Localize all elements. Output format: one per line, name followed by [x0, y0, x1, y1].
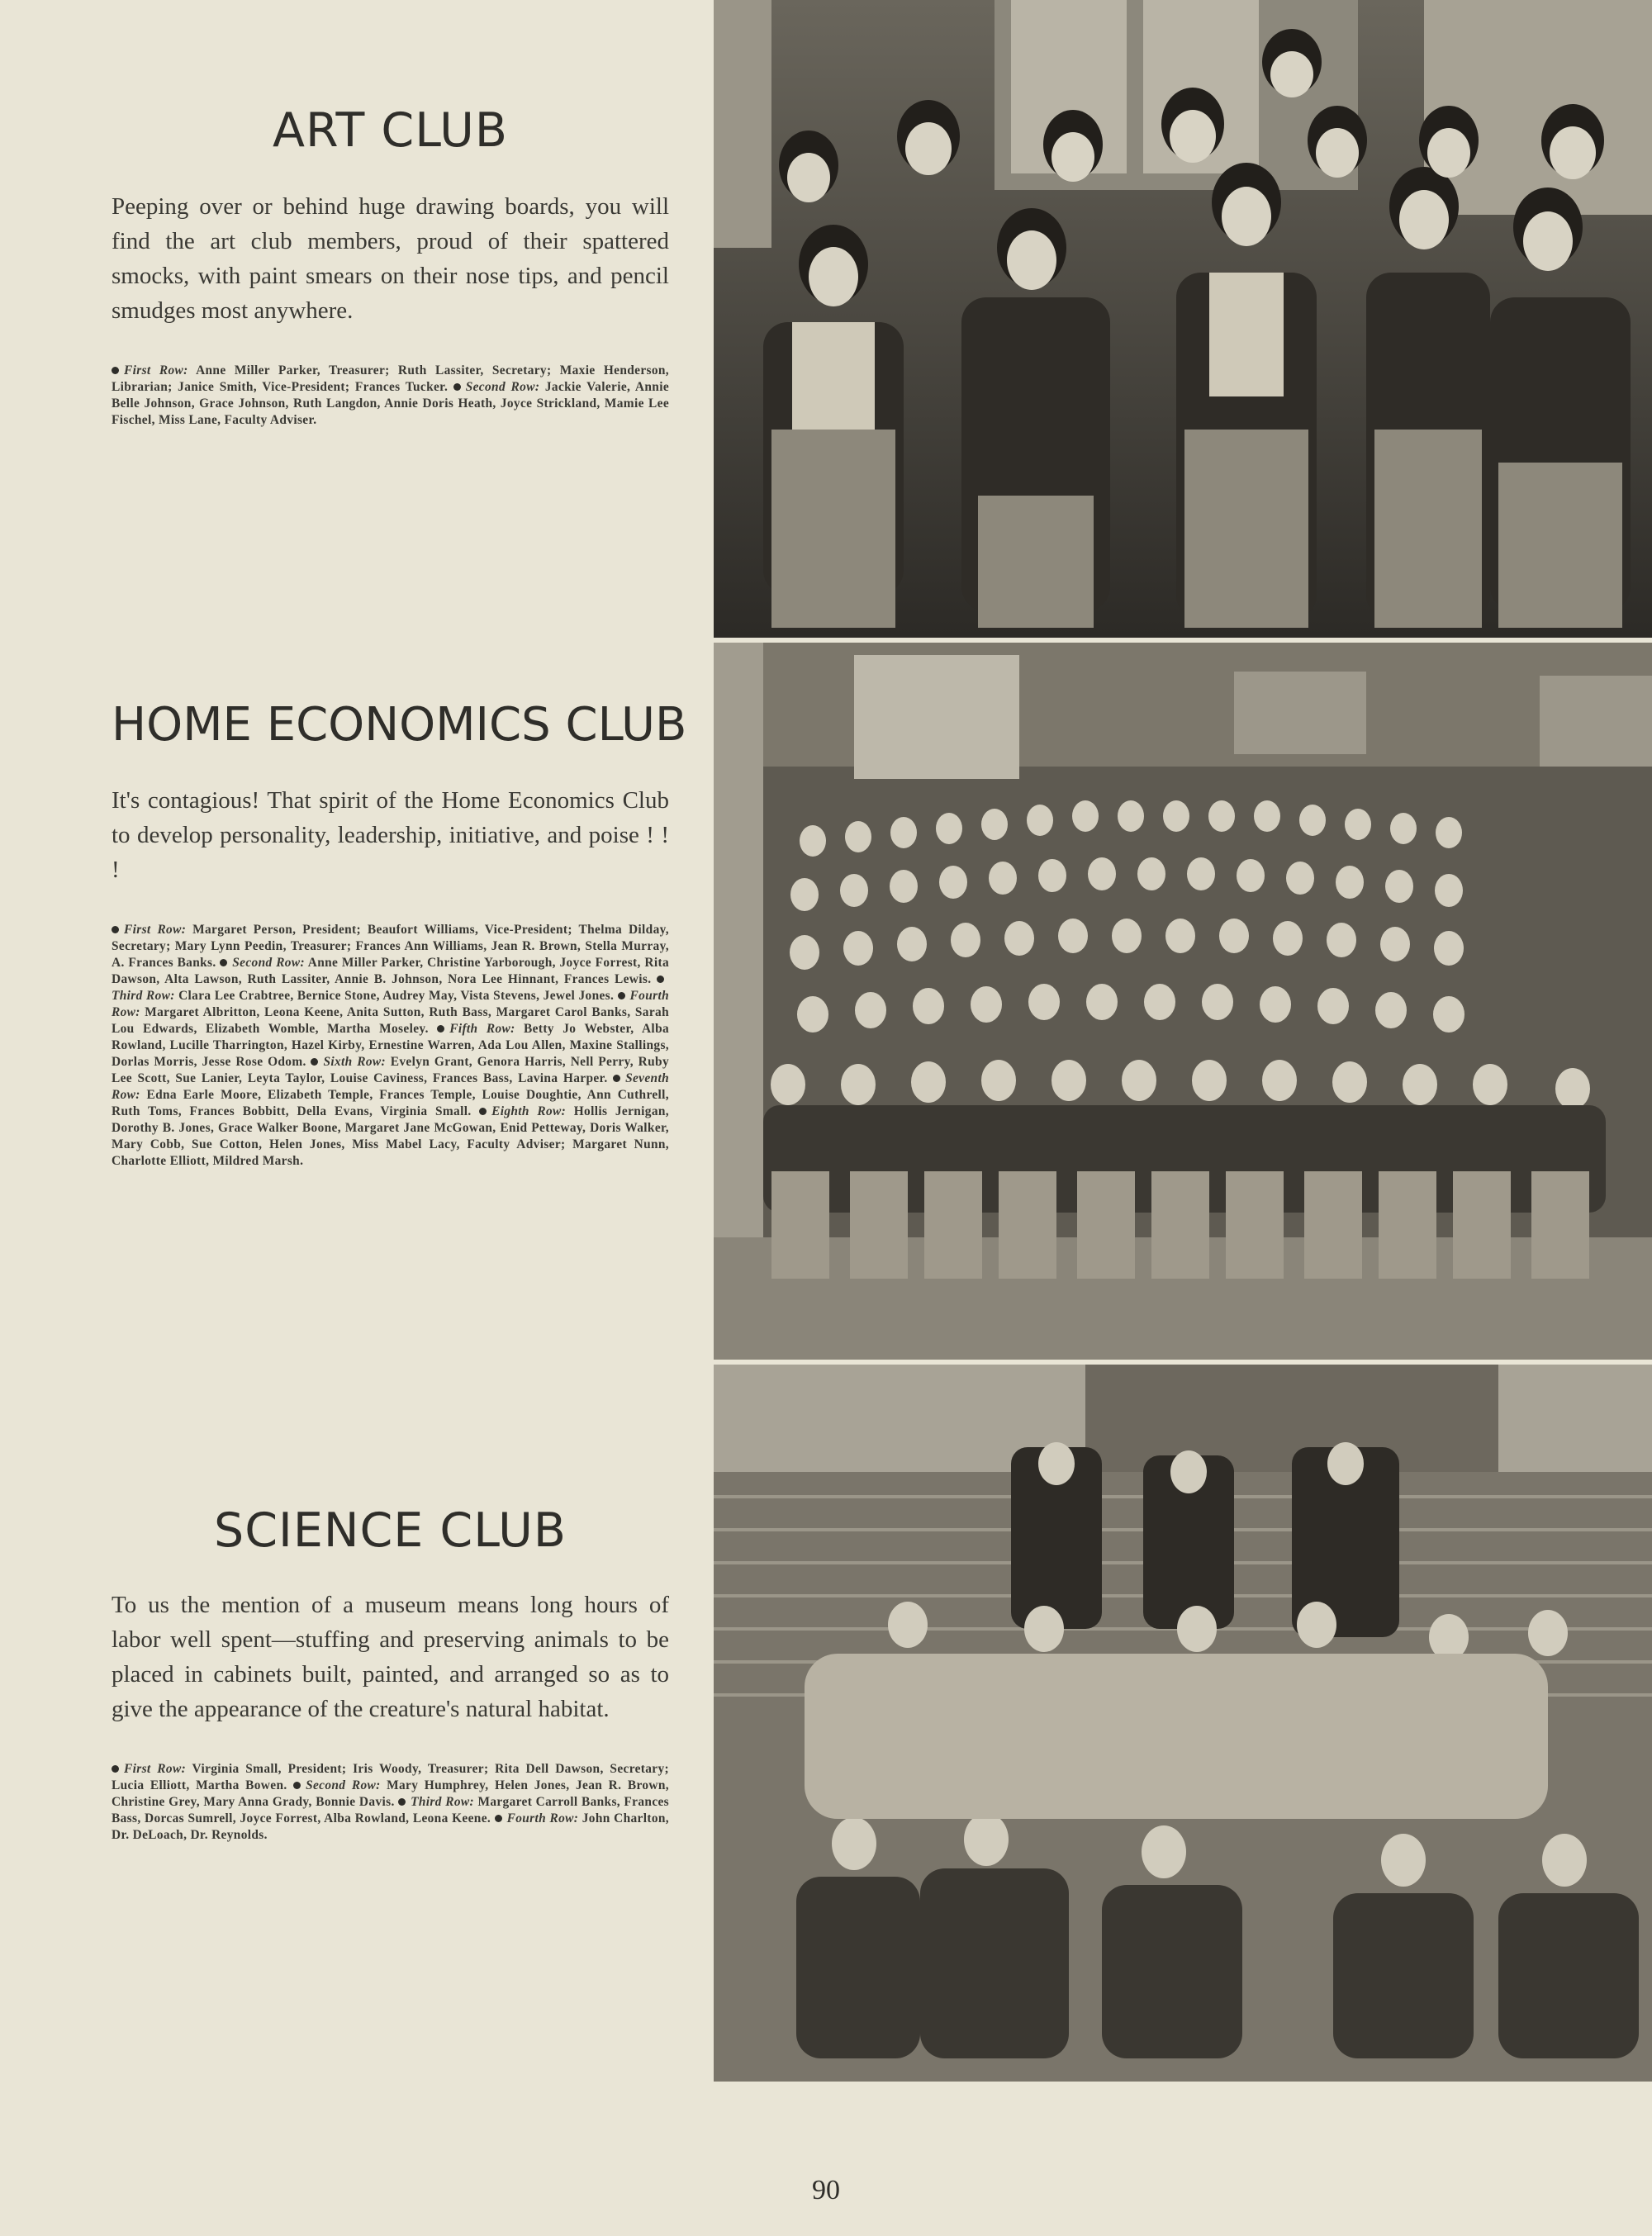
roster-row-label: Fourth Row:	[112, 989, 669, 1019]
bullet-icon	[437, 1025, 444, 1033]
art-club-roster	[112, 363, 669, 429]
roster-row-label: First Row:	[124, 923, 187, 937]
science-club-title: SCIENCE CLUB	[214, 1503, 567, 1558]
home-economics-club-title: HOME ECONOMICS CLUB	[112, 698, 687, 752]
roster-row-label: Third Row:	[112, 989, 175, 1003]
roster-names: Anne Miller Parker, Christine Yarborough, Joyce Forrest, Rita Dawson, Alta Lawson, Ruth Lassiter, Annie B. Johnson, Nora Lee Hinnant, Frances Lewis.	[112, 956, 669, 986]
art-club-title: ART CLUB	[273, 103, 508, 158]
roster-names: Margaret Carroll Banks, Frances Bass, Dorcas Sumrell, Joyce Forrest, Alba Rowland, Leona Keene.	[112, 1795, 670, 1825]
bullet-icon	[112, 926, 119, 933]
roster-row-label: Sixth Row:	[323, 1055, 387, 1069]
roster-row-label: Fifth Row:	[449, 1022, 515, 1036]
roster-names: Mary Humphrey, Helen Jones, Jean R. Brown, Christine Grey, Mary Anna Grady, Bonnie Davis.	[112, 1778, 669, 1809]
art-club-intro: Peeping over or behind huge drawing boards, you will find the art club members, proud of their spattered smocks, with paint smears on their nose tips, and pencil smudges most anywhere.	[112, 193, 669, 324]
roster-names: Hollis Jernigan, Dorothy B. Jones, Grace Walker Boone, Margaret Jane McGowan, Enid Petteway, Doris Walker, Mary Cobb, Sue Cotton, Helen Jones, Miss Mabel Lacy, Faculty Adviser; Margaret Nunn, Charlotte Elliott, Mildred Marsh.	[112, 1104, 669, 1168]
art-club-photo	[714, 0, 1652, 638]
roster-names: Jackie Valerie, Annie Belle Johnson, Grace Johnson, Ruth Langdon, Annie Doris Heath, Joyce Strickland, Mamie Lee Fischel, Miss Lane, Faculty Adviser.	[112, 380, 670, 427]
bullet-icon	[220, 959, 227, 966]
science-club-photo	[714, 1365, 1652, 2082]
roster-names: Edna Earle Moore, Elizabeth Temple, Frances Temple, Louise Doughtie, Ann Cuthrell, Ruth Toms, Frances Bobbitt, Della Evans, Virginia Small.	[112, 1088, 669, 1118]
bullet-icon	[495, 1815, 502, 1822]
home-economics-club-roster	[112, 922, 669, 1170]
bullet-icon	[293, 1782, 301, 1789]
roster-names: Margaret Person, President; Beaufort Williams, Vice-President; Thelma Dilday, Secretary; Mary Lynn Peedin, Treasurer; Frances Ann Williams, Jean R. Brown, Stella Murray, A. Frances Banks.	[112, 923, 670, 970]
art-club-section	[112, 103, 669, 429]
roster-names: John Charlton, Dr. DeLoach, Dr. Reynolds.	[112, 1811, 669, 1842]
roster-row-label: First Row:	[124, 1762, 187, 1776]
roster-names: Clara Lee Crabtree, Bernice Stone, Audrey May, Vista Stevens, Jewel Jones.	[178, 989, 615, 1003]
science-club-section	[112, 1503, 669, 1844]
home-economics-club-intro: It's contagious! That spirit of the Home Economics Club to develop personality, leadership, initiative, and poise ! ! !	[112, 787, 669, 883]
roster-row-label: Fourth Row:	[506, 1811, 579, 1825]
page-number: 90	[812, 2175, 840, 2205]
roster-names: Evelyn Grant, Genora Harris, Nell Perry, Ruby Lee Scott, Sue Lanier, Leyta Taylor, Louise Caviness, Frances Bass, Lavina Harper.	[112, 1055, 670, 1085]
roster-row-label: Second Row:	[232, 956, 305, 970]
bullet-icon	[618, 992, 625, 999]
bullet-icon	[657, 976, 664, 983]
bullet-icon	[112, 367, 119, 374]
science-club-intro: To us the mention of a museum means long hours of labor well spent—stuffing and preserving animals to be placed in cabinets built, painted, and arranged so as to give the appearance of the creature's natural habitat.	[112, 1592, 669, 1722]
roster-names: Virginia Small, President; Iris Woody, Treasurer; Rita Dell Dawson, Secretary; Lucia Elliott, Martha Bowen.	[112, 1762, 669, 1792]
roster-row-label: Eighth Row:	[491, 1104, 567, 1118]
roster-row-label: Third Row:	[411, 1795, 474, 1809]
roster-names: Margaret Albritton, Leona Keene, Anita Sutton, Ruth Bass, Margaret Carol Banks, Sarah Lou Edwards, Elizabeth Womble, Martha Moseley.	[112, 1005, 669, 1036]
bullet-icon	[479, 1108, 487, 1115]
roster-row-label: Seventh Row:	[112, 1071, 669, 1102]
roster-names: Betty Jo Webster, Alba Rowland, Lucille Tharrington, Hazel Kirby, Ernestine Warren, Ada Lou Allen, Maxine Stallings, Dorlas Morris, Jesse Rose Odom.	[112, 1022, 670, 1069]
bullet-icon	[453, 383, 461, 391]
bullet-icon	[613, 1075, 620, 1082]
roster-names: Anne Miller Parker, Treasurer; Ruth Lassiter, Secretary; Maxie Henderson, Librarian; Janice Smith, Vice-President; Frances Tucker.	[112, 363, 669, 394]
bullet-icon	[398, 1798, 406, 1806]
roster-row-label: Second Row:	[465, 380, 540, 394]
home-economics-club-section	[112, 698, 687, 1170]
science-club-roster	[112, 1761, 669, 1844]
roster-row-label: First Row:	[124, 363, 188, 377]
home-economics-club-photo	[714, 643, 1652, 1360]
bullet-icon	[311, 1058, 318, 1066]
bullet-icon	[112, 1765, 119, 1773]
roster-row-label: Second Row:	[306, 1778, 381, 1792]
